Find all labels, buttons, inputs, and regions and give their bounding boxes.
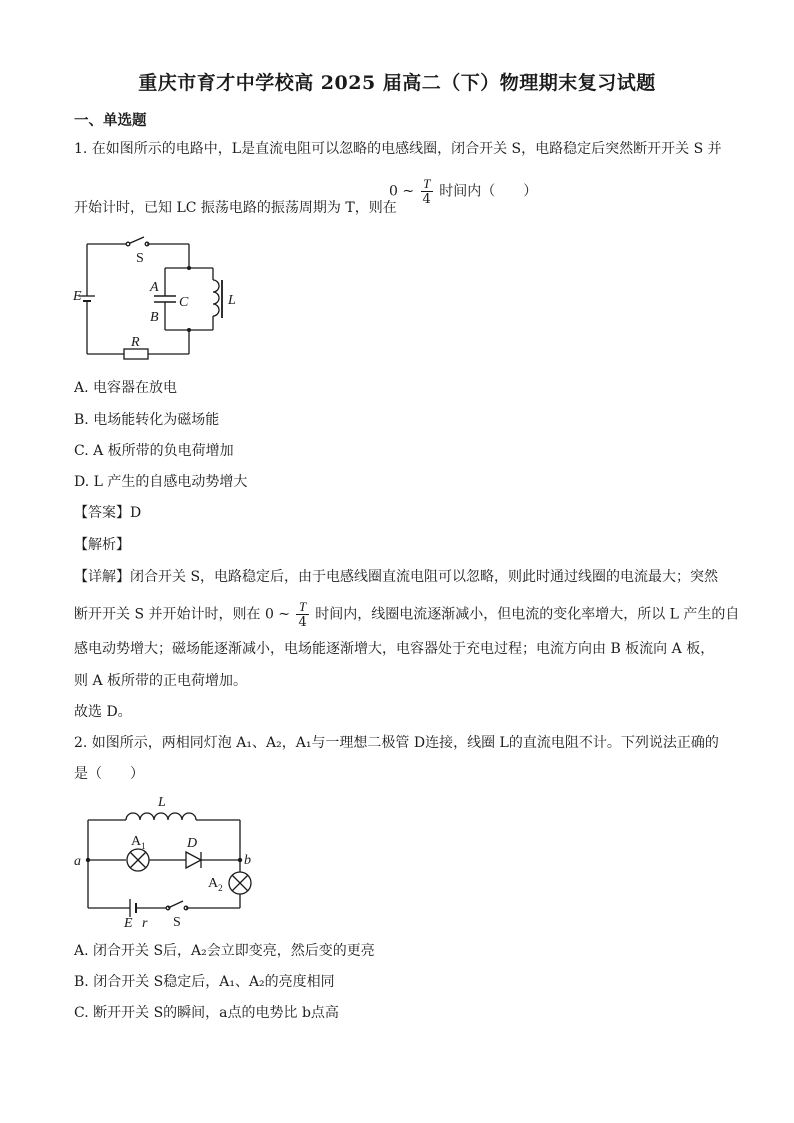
q1-detail-line3: 感电动势增大；磁场能逐渐减小，电场能逐渐增大，电容器处于充电过程；电流方向由 B 板流向 A 板，: [74, 641, 715, 657]
q2-fig-E: E: [124, 916, 133, 930]
q1-detail-frac-num: T: [296, 599, 308, 615]
q2-fig-r: r: [142, 916, 148, 930]
q1-frac-den: 4: [422, 192, 431, 207]
q2-fig-D: D: [187, 836, 198, 851]
q2-stem-line1: 2. 如图所示，两相同灯泡 A₁、A₂，A₁与一理想二极管 D连接，线圈 L的直流电阻不计。下列说法正确的: [74, 735, 719, 751]
q1-detail-line1: 【详解】闭合开关 S，电路稳定后，由于电感线圈直流电阻可以忽略，则此时通过线圈的电流最大；突然: [74, 569, 719, 585]
page-title: 重庆市育才中学校高 2025 届高二（下）物理期末复习试题: [138, 72, 656, 94]
q1-fraction: [421, 176, 433, 207]
q2-option-b: B. 闭合开关 S稳定后，A₁、A₂的亮度相同: [74, 974, 335, 990]
q1-detail-line4: 则 A 板所带的正电荷增加。: [74, 673, 248, 689]
q1-detail-frac-den: 4: [298, 615, 307, 630]
q1-fig-A: A: [150, 280, 159, 295]
q2-fig-a: a: [74, 854, 81, 869]
q1-detail-line2: [74, 599, 739, 630]
q1-fig-C: C: [179, 295, 189, 310]
q1-analysis-label: 【解析】: [74, 537, 130, 553]
q2-option-c: C. 断开开关 S的瞬间，a点的电势比 b点高: [74, 1005, 339, 1021]
q2-fig-S: S: [173, 915, 181, 930]
q2-fig-A2-letter: A: [208, 876, 219, 891]
q1-detail-line2-a: 断开开关 S 并开始计时，则在 0 ~: [74, 606, 291, 623]
q2-stem-line2: 是（ ）: [74, 766, 144, 782]
q1-answer: 【答案】D: [74, 505, 142, 521]
section-title: 一、单选题: [74, 112, 147, 129]
q1-fig-E: E: [73, 289, 82, 304]
q1-fig-R: R: [131, 335, 140, 350]
q1-detail-fraction: [296, 599, 308, 630]
q1-option-a: A. 电容器在放电: [74, 380, 178, 396]
q1-detail-line2-b: 时间内，线圈电流逐渐减小，但电流的变化率增大，所以 L 产生的自: [315, 606, 740, 623]
q1-option-c: C. A 板所带的负电荷增加: [74, 443, 234, 459]
q1-stem-line2-a: 开始计时，已知 LC 振荡电路的振荡周期为 T，则在: [74, 200, 397, 216]
q1-stem-line1: 1. 在如图所示的电路中，L是直流电阻可以忽略的电感线圈，闭合开关 S，电路稳定后突然断开开关 S 并: [74, 141, 722, 157]
q1-option-b: B. 电场能转化为磁场能: [74, 412, 220, 428]
q1-stem-line2: [74, 198, 397, 218]
q2-fig-b: b: [244, 853, 251, 868]
q1-option-d: D. L 产生的自感电动势增大: [74, 474, 248, 490]
q2-circuit-diagram: [70, 790, 270, 930]
q1-fig-L: L: [228, 293, 236, 308]
q1-time-range: [389, 176, 537, 207]
q2-fig-A1-letter: A: [131, 834, 142, 849]
q1-fig-S: S: [136, 251, 144, 266]
q2-fig-L: L: [158, 795, 166, 810]
q1-range-from: 0 ~: [389, 183, 415, 200]
q1-stem-line2-b: 时间内（ ）: [439, 183, 538, 200]
q1-fig-B: B: [150, 310, 159, 325]
q2-fig-A1-sub: 1: [141, 841, 146, 851]
q2-fig-A1: [131, 834, 146, 851]
q2-fig-A2-sub: 2: [218, 883, 223, 893]
q1-circuit-diagram: [70, 230, 260, 365]
q2-fig-A2: [208, 876, 223, 893]
q2-option-a: A. 闭合开关 S后，A₂会立即变亮，然后变的更亮: [74, 943, 375, 959]
q1-conclusion: 故选 D。: [74, 704, 132, 720]
q1-frac-num: T: [421, 176, 433, 192]
